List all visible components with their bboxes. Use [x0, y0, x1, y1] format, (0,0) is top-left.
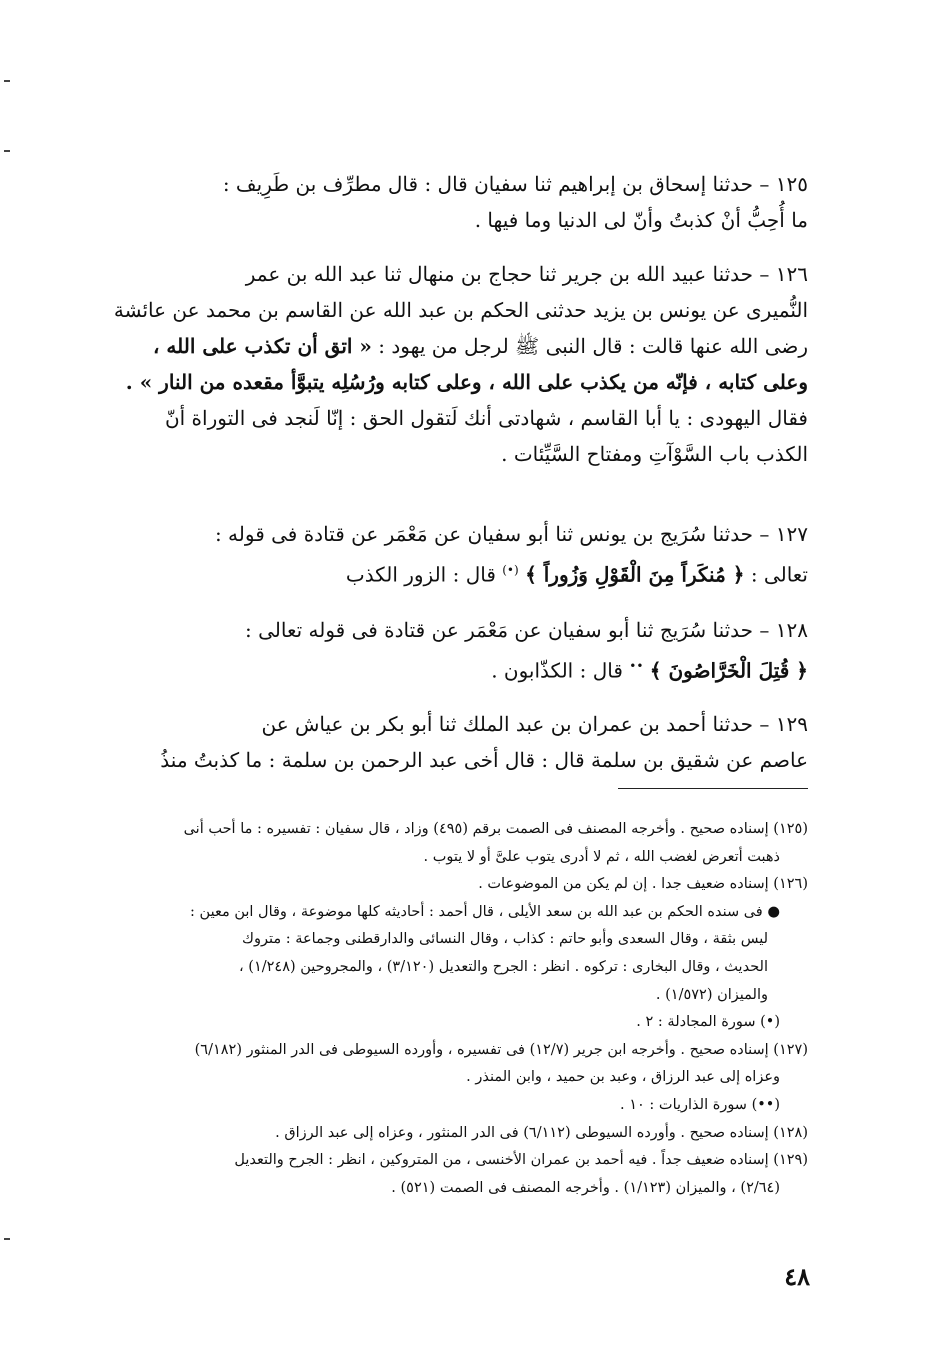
- footnote-line: (٢/٦٤) ، والميزان (١/١٢٣) . وأخرجه المصنف فى الصمت (٥٢١) .: [391, 1179, 780, 1196]
- hadith-128: [92, 612, 808, 689]
- hadith-128-line-1: ١٢٨ – حدثنا سُرَيج ثنا أبو سفيان عن مَعْمَر عن قتادة فى قوله تعالى :: [244, 618, 808, 642]
- quran-verse-mujadila: ﴿ مُنكَراً مِنَ الْقَوْلِ وَزُوراً ﴾: [525, 562, 745, 587]
- footnote-marker-double: ••: [629, 659, 644, 673]
- hadith-126: [92, 256, 808, 472]
- footnote-line: وعزاه إلى عبد الرزاق ، وعبد بن حميد ، وابن المنذر .: [466, 1069, 780, 1086]
- footnote-line: (•) سورة المجادلة : ٢ .: [636, 1014, 780, 1031]
- hadith-126-line-6: الكذب باب السَّوْآتِ ومفتاح السَّيِّئات .: [501, 442, 808, 466]
- footnote-line: (١٢٩) إسناده ضعيف جداً . فيه أحمد بن عمران الأخنسى ، من المتروكين ، انظر : الجرح والتعديل: [234, 1152, 808, 1169]
- page-number: ٤٨: [784, 1262, 810, 1291]
- footnote-separator: [618, 788, 808, 789]
- hadith-127-prefix: تعالى :: [750, 562, 808, 587]
- footnote-line: (١٢٧) إسناده صحيح . وأخرجه ابن جرير (١٢/٧) فى تفسيره ، وأورده السيوطى فى الدر المنثور (٦/١٨٢): [194, 1041, 808, 1058]
- quran-verse-dhariyat: ﴿ قُتِلَ الْخَرَّاصُونَ ﴾: [649, 658, 808, 683]
- hadith-126-narration: رضى الله عنها قالت : قال النبى ﷺ لرجل من يهود :: [378, 334, 808, 358]
- hadith-127: [92, 516, 808, 593]
- footnotes: [86, 816, 808, 1202]
- hadith-128-line-2: [92, 648, 808, 689]
- hadith-129: [92, 706, 808, 778]
- scan-edge-mark: [4, 150, 10, 152]
- footnote-line: (١٢٨) إسناده صحيح . وأورده السيوطى (٦/١١٢) فى الدر المنثور ، وعزاه إلى عبد الرزاق .: [275, 1124, 808, 1141]
- hadith-128-suffix: قال : الكذّابون .: [491, 658, 623, 683]
- hadith-126-line-2: النُّميرى عن يونس بن يزيد حدثنى الحكم بن عبد الله عن القاسم بن محمد عن عائشة: [113, 298, 808, 322]
- footnote-line: ● فى سنده الحكم بن عبد الله بن سعد الأيلى ، قال أحمد : أحاديثه كلها موضوعة ، وقال ابن معين :: [190, 903, 780, 920]
- hadith-125-line-2: ما أُحِبُّ أنْ كذبتُ وأنّ لى الدنيا وما فيها .: [474, 208, 808, 232]
- footnote-line: (١٢٦) إسناده ضعيف جدا . إن لم يكن من الموضوعات .: [478, 876, 808, 893]
- prophetic-saying-start: « اتق أن تكذب على الله ،: [152, 334, 372, 358]
- footnote-marker-single: (•): [502, 563, 519, 577]
- prophetic-saying-end: وعلى كتابه ، فإنّه من يكذب على الله ، وعلى كتابه ورُسُلِه يتبوَّأ مقعده من النار » .: [125, 370, 808, 394]
- footnote-line: والميزان (١/٥٧٢) .: [655, 986, 768, 1003]
- footnote-line: (••) سورة الذاريات : ١٠ .: [620, 1096, 780, 1113]
- footnote-line: ليس بثقة ، وقال السعدى وأبو حاتم : كذاب ، وقال النسائى والدارقطنى وجماعة : متروك: [242, 931, 768, 948]
- hadith-129-line-1: ١٢٩ – حدثنا أحمد بن عمران بن عبد الملك ثنا أبو بكر بن عياش عن: [261, 712, 808, 736]
- hadith-126-line-3: [92, 328, 808, 364]
- hadith-126-line-5: فقال اليهودى : يا أبا القاسم ، شهادتى أنك لَتقول الحق : إنّا لَنجد فى التوراة أنّ: [164, 406, 808, 430]
- footnote-line: ذهبت أتعرض لغضب الله ، ثم لا أدرى يتوب علىَّ أو لا يتوب .: [423, 848, 780, 865]
- scan-edge-mark: [4, 1238, 10, 1240]
- hadith-127-line-2: [92, 552, 808, 593]
- hadith-129-line-2: عاصم عن شقيق بن سلمة قال : قال أخى عبد الرحمن بن سلمة : ما كذبتُ منذُ: [160, 748, 808, 772]
- hadith-125-line-1: ١٢٥ – حدثنا إسحاق بن إبراهيم ثنا سفيان قال : قال مطرِّف بن طَرِيف :: [222, 172, 808, 196]
- footnote-line: (١٢٥) إسناده صحيح . وأخرجه المصنف فى الصمت برقم (٤٩٥) وزاد ، قال سفيان : تفسيره : ما أحب أنى: [183, 821, 808, 837]
- hadith-127-suffix: قال : الزور الكذب: [345, 562, 496, 587]
- footnote-line: الحديث ، وقال البخارى : تركوه . انظر : الجرح والتعديل (٣/١٢٠) ، والمجروحين (١/٢٤٨) ،: [239, 958, 768, 975]
- hadith-127-line-1: ١٢٧ – حدثنا سُرَيج بن يونس ثنا أبو سفيان عن مَعْمَر عن قتادة فى قوله :: [214, 522, 808, 546]
- hadith-126-line-1: ١٢٦ – حدثنا عبيد الله بن جرير ثنا حجاج بن منهال ثنا عبد الله بن عمر: [245, 262, 808, 286]
- scan-edge-mark: [4, 80, 10, 82]
- hadith-125: [92, 166, 808, 238]
